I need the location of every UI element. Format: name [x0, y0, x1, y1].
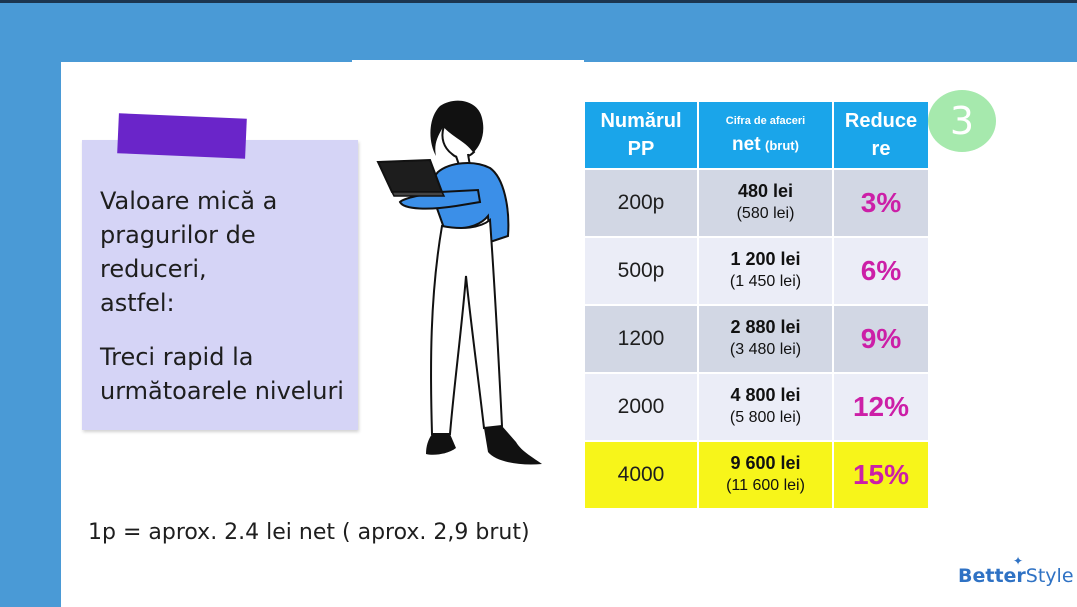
revenue-cell	[698, 237, 833, 305]
pp-cell: 4000	[584, 441, 698, 509]
sparkle-icon: ✦	[1013, 554, 1024, 568]
header-pp-line2: PP	[627, 138, 655, 160]
note-line: următoarele niveluri	[100, 377, 344, 405]
note-line: pragurilor de	[100, 221, 256, 249]
table-row	[584, 169, 929, 237]
table-row	[584, 305, 929, 373]
pp-cell: 2000	[584, 373, 698, 441]
discount-cell: 12%	[833, 373, 929, 441]
logo-part2: Style	[1025, 565, 1074, 587]
header-cell-discount	[833, 101, 929, 169]
logo-part1: Better	[958, 565, 1026, 587]
betterstyle-logo	[958, 554, 1074, 587]
step-number-badge: 3	[928, 90, 996, 152]
brut-value: (1 450 lei)	[729, 273, 802, 290]
pp-cell: 500p	[584, 237, 698, 305]
tape-strip	[117, 113, 247, 159]
header-discount-line2: re	[871, 138, 891, 160]
discount-cell: 9%	[833, 305, 929, 373]
note-line: Treci rapid la	[100, 343, 254, 371]
top-border	[0, 0, 1077, 3]
header-cell-pp	[584, 101, 698, 169]
pp-cell: 200p	[584, 169, 698, 237]
revenue-cell	[698, 305, 833, 373]
table-row	[584, 373, 929, 441]
table-header-row	[584, 101, 929, 169]
pp-cell: 1200	[584, 305, 698, 373]
discount-cell: 6%	[833, 237, 929, 305]
revenue-cell	[698, 441, 833, 509]
net-value: 2 880 lei	[730, 317, 801, 337]
discount-cell: 3%	[833, 169, 929, 237]
revenue-cell	[698, 373, 833, 441]
woman-with-laptop-illustration	[370, 96, 550, 476]
discount-cell: 15%	[833, 441, 929, 509]
header-revenue-brut: (brut)	[765, 138, 799, 153]
net-value: 4 800 lei	[730, 385, 801, 405]
header-revenue-net: net	[732, 134, 761, 155]
net-value: 1 200 lei	[730, 249, 801, 269]
header-discount-line1: Reduce	[844, 110, 918, 132]
header-cell-revenue	[698, 101, 833, 169]
table-row	[584, 237, 929, 305]
header-pp-line1: Numărul	[600, 110, 682, 132]
sticky-note-text	[100, 184, 370, 408]
net-value: 480 lei	[737, 181, 794, 201]
revenue-cell	[698, 169, 833, 237]
note-line: reduceri,	[100, 255, 207, 283]
slide-notch	[352, 60, 584, 64]
header-revenue-small: Cifra de afaceri	[725, 115, 806, 127]
brut-value: (580 lei)	[736, 205, 795, 222]
table-row-highlighted	[584, 441, 929, 509]
net-value: 9 600 lei	[730, 453, 801, 473]
brut-value: (11 600 lei)	[726, 477, 805, 494]
note-line: astfel:	[100, 289, 175, 317]
brut-value: (3 480 lei)	[729, 341, 802, 358]
brut-value: (5 800 lei)	[729, 409, 802, 426]
note-line: Valoare mică a	[100, 187, 278, 215]
footnote: 1p = aprox. 2.4 lei net ( aprox. 2,9 brut)	[88, 520, 530, 545]
discount-table	[583, 100, 930, 510]
